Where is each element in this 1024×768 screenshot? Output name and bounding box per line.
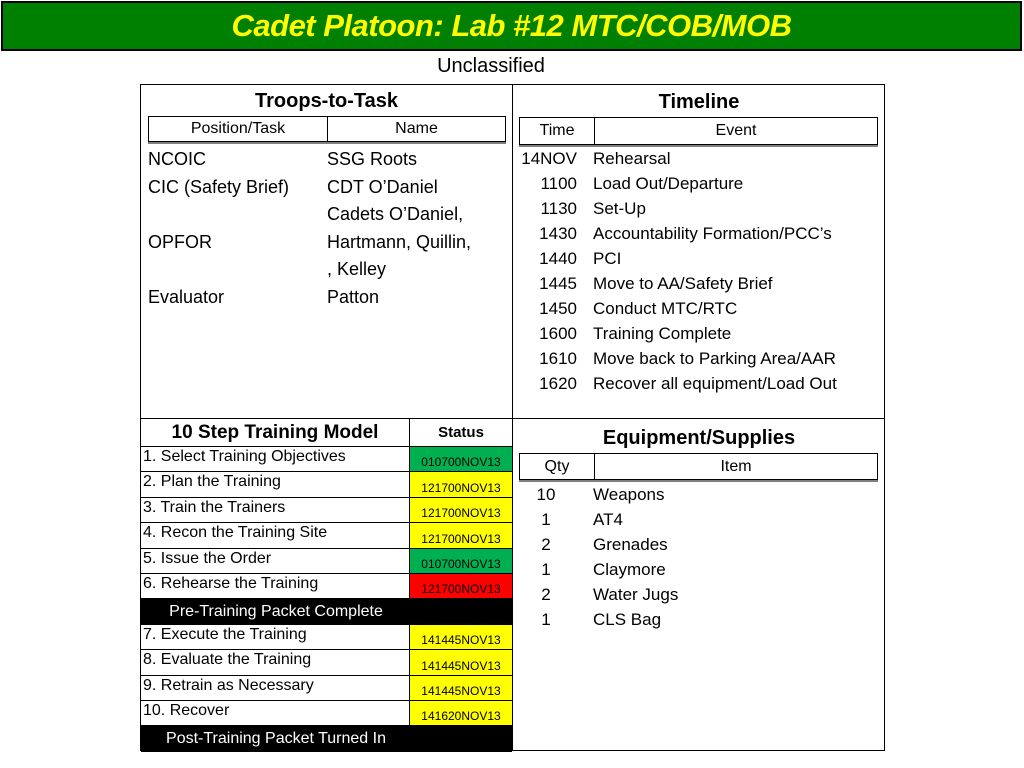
- step-status-cell: 121700NOV13: [410, 472, 512, 496]
- timeline-row: [521, 171, 881, 196]
- troops-col-position: Position/Task: [190, 120, 286, 137]
- troop-row: [148, 201, 508, 229]
- step-label: 9. Retrain as Necessary: [141, 676, 410, 700]
- step-row: [141, 574, 512, 599]
- troops-title: Troops-to-Task: [255, 90, 398, 112]
- equipment-row: [521, 532, 881, 557]
- timeline-row: [521, 221, 881, 246]
- classification-label: Unclassified: [437, 55, 545, 77]
- troop-name: , Kelley: [327, 259, 387, 279]
- timeline-event: Move back to Parking Area/AAR: [593, 349, 836, 368]
- step-row: [141, 523, 512, 548]
- troops-col-name: Name: [327, 117, 505, 141]
- timeline-col-event: Event: [594, 118, 877, 144]
- step-status-cell: 141445NOV13: [410, 625, 512, 649]
- packet-banner-row: [141, 599, 512, 624]
- timeline-time: 1445: [539, 274, 577, 293]
- packet-banner-status: [410, 599, 512, 623]
- step-label: 6. Rehearse the Training: [141, 574, 410, 598]
- ten-step-table: [141, 419, 512, 752]
- timeline-title: Timeline: [658, 91, 740, 113]
- troop-name: Patton: [327, 286, 380, 307]
- timeline-row: [521, 246, 881, 271]
- step-status-cell: 121700NOV13: [410, 498, 512, 522]
- step-row: [141, 498, 512, 523]
- troop-position: [148, 201, 327, 229]
- troop-name: Cadets O’Daniel,: [327, 204, 464, 224]
- timeline-time: 1440: [539, 249, 577, 268]
- equipment-qty: 1: [541, 510, 551, 529]
- troop-row: [148, 229, 508, 257]
- step-label: 4. Recon the Training Site: [141, 523, 410, 547]
- step-status-cell: 141445NOV13: [410, 650, 512, 674]
- timeline-event: Load Out/Departure: [593, 174, 744, 193]
- timeline-row: [521, 296, 881, 321]
- ten-step-title: 10 Step Training Model: [141, 419, 410, 446]
- timeline-row: [521, 371, 881, 396]
- packet-banner-status: [410, 726, 512, 751]
- troops-list: [148, 146, 508, 311]
- step-row: [141, 447, 512, 472]
- equipment-item: AT4: [593, 510, 623, 529]
- step-row: [141, 676, 512, 701]
- troop-name: Hartmann, Quillin,: [327, 231, 472, 252]
- timeline-time: 1130: [540, 199, 577, 218]
- packet-banner-label: Post-Training Packet Turned In: [141, 726, 410, 751]
- step-status-cell: 121700NOV13: [410, 574, 512, 598]
- equipment-qty: 2: [541, 535, 551, 554]
- equipment-list: [521, 482, 881, 632]
- equipment-item: Water Jugs: [593, 585, 679, 604]
- troop-position: OPFOR: [148, 231, 213, 252]
- step-row: [141, 701, 512, 726]
- timeline-time: 1100: [540, 174, 577, 193]
- equipment-row: [521, 507, 881, 532]
- timeline-event: Conduct MTC/RTC: [593, 299, 738, 318]
- equipment-qty: 10: [536, 485, 556, 504]
- equipment-item: Weapons: [593, 485, 665, 504]
- step-label: 7. Execute the Training: [141, 625, 410, 649]
- timeline-event: Recover all equipment/Load Out: [593, 374, 837, 393]
- troop-row: [148, 146, 508, 174]
- step-row: [141, 625, 512, 650]
- step-label: 5. Issue the Order: [141, 549, 410, 573]
- step-row: [141, 650, 512, 675]
- status-header: Status: [438, 424, 484, 441]
- timeline-time: 14NOV: [521, 149, 577, 168]
- equipment-row: [521, 607, 881, 632]
- equipment-header: [519, 453, 878, 480]
- step-status-cell: 010700NOV13: [410, 447, 512, 471]
- equipment-item: Grenades: [593, 535, 668, 554]
- step-status-cell: 121700NOV13: [410, 523, 512, 547]
- step-row: [141, 472, 512, 497]
- equipment-item: Claymore: [593, 560, 666, 579]
- troop-row: [148, 174, 508, 202]
- timeline-event: Rehearsal: [593, 149, 671, 168]
- troop-position: [148, 256, 327, 284]
- equipment-col-qty: Qty: [544, 457, 570, 475]
- equipment-row: [521, 482, 881, 507]
- ten-step-header: [141, 419, 512, 447]
- step-label: 1. Select Training Objectives: [141, 447, 410, 471]
- troop-row: [148, 284, 508, 312]
- troop-position: Evaluator: [148, 286, 225, 307]
- step-status-cell: 141445NOV13: [410, 676, 512, 700]
- timeline-event: PCI: [593, 249, 622, 268]
- timeline-list: [521, 146, 881, 396]
- slide-grid: [140, 84, 885, 751]
- equipment-item: CLS Bag: [593, 610, 662, 629]
- equipment-col-item: Item: [594, 454, 877, 479]
- timeline-row: [521, 271, 881, 296]
- troops-header: [148, 116, 506, 142]
- packet-banner-row: [141, 726, 512, 751]
- timeline-header: [519, 117, 878, 145]
- troop-name: SSG Roots: [327, 149, 418, 169]
- equipment-row: [521, 582, 881, 607]
- step-status-cell: 010700NOV13: [410, 549, 512, 573]
- step-status-cell: 141620NOV13: [410, 701, 512, 725]
- timeline-row: [521, 196, 881, 221]
- troop-position: CIC (Safety Brief): [148, 176, 290, 197]
- timeline-event: Training Complete: [593, 324, 732, 343]
- timeline-col-time: Time: [539, 122, 575, 139]
- ten-step-rows: [141, 447, 512, 752]
- timeline-time: 1600: [539, 324, 577, 343]
- timeline-time: 1450: [539, 299, 577, 318]
- equipment-title: Equipment/Supplies: [602, 427, 796, 449]
- troop-position: NCOIC: [148, 149, 206, 169]
- equipment-qty: 1: [541, 560, 551, 579]
- equipment-qty: 2: [541, 585, 551, 604]
- step-label: 8. Evaluate the Training: [141, 650, 410, 674]
- timeline-event: Accountability Formation/PCC’s: [593, 224, 832, 243]
- troop-name: CDT O’Daniel: [327, 176, 438, 197]
- timeline-time: 1620: [539, 374, 577, 393]
- packet-banner-label: Pre-Training Packet Complete: [141, 599, 410, 623]
- timeline-event: Set-Up: [593, 199, 646, 218]
- step-label: 2. Plan the Training: [141, 472, 410, 496]
- troop-row: [148, 256, 508, 284]
- timeline-event: Move to AA/Safety Brief: [593, 274, 773, 293]
- step-row: [141, 549, 512, 574]
- step-label: 10. Recover: [141, 701, 410, 725]
- equipment-qty: 1: [541, 610, 551, 629]
- timeline-row: [521, 146, 881, 171]
- title-bar: [1, 1, 1022, 51]
- timeline-time: 1430: [539, 224, 577, 243]
- equipment-row: [521, 557, 881, 582]
- timeline-row: [521, 321, 881, 346]
- page-title: Cadet Platoon: Lab #12 MTC/COB/MOB: [231, 8, 792, 43]
- step-label: 3. Train the Trainers: [141, 498, 410, 522]
- timeline-time: 1610: [539, 349, 577, 368]
- timeline-row: [521, 346, 881, 371]
